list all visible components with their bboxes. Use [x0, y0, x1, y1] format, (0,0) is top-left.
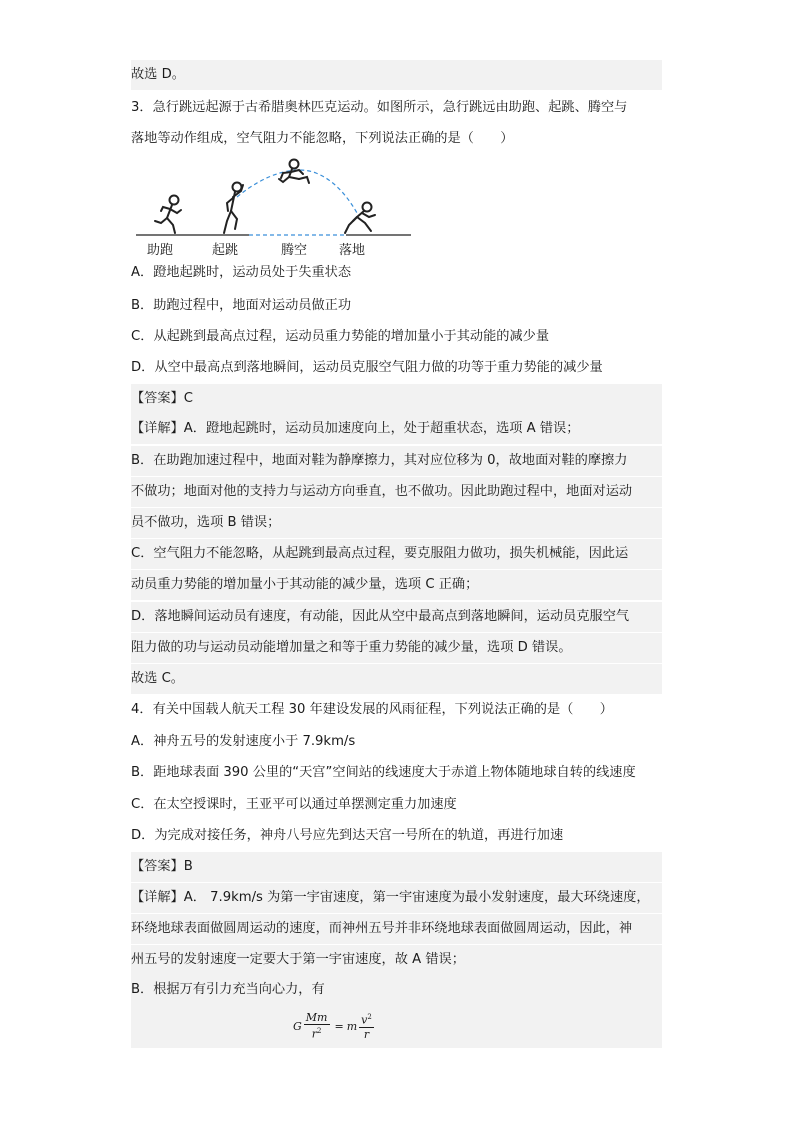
formula-G: G	[293, 1019, 302, 1033]
label-flight: 腾空	[281, 242, 308, 257]
text-line: C．从起跳到最高点过程，运动员重力势能的增加量小于其动能的减少量	[131, 329, 550, 344]
flight-figure	[279, 160, 309, 184]
text-line: 4．有关中国载人航天工程 30 年建设发展的风雨征程，下列说法正确的是（ ）	[131, 702, 613, 717]
text-line: A．神舟五号的发射速度小于 7.9km/s	[131, 734, 356, 749]
label-run: 助跑	[147, 242, 174, 257]
label-landing: 落地	[339, 242, 366, 257]
answer-line: 【答案】B	[131, 852, 662, 882]
landing-figure	[345, 203, 375, 234]
text-line: 员不做功，选项 B 错误；	[131, 508, 662, 538]
formula-rhs-num	[359, 1011, 374, 1028]
explanation-line: 【详解】A． 7.9km/s 为第一宇宙速度，第一宇宙速度为最小发射速度，最大环绕速度，	[131, 883, 662, 913]
text-line: C．空气阻力不能忽略，从起跳到最高点过程，要克服阻力做功，损失机械能，因此运	[131, 539, 662, 569]
text-line: 州五号的发射速度一定要大于第一宇宙速度，故 A 错误；	[131, 945, 662, 975]
formula-lhs-den	[310, 1025, 324, 1041]
trajectory-arc	[237, 170, 357, 213]
text-line: 落地等动作组成，空气阻力不能忽略，下列说法正确的是（ ）	[131, 131, 514, 146]
formula-rhs-fraction	[359, 1011, 374, 1041]
formula-lhs-den-sup: 2	[317, 1027, 322, 1036]
formula-rhs-den: r	[363, 1027, 370, 1041]
formula-m: m	[346, 1019, 358, 1033]
long-jump-figure	[131, 155, 421, 259]
text-line: D．落地瞬间运动员有速度，有动能，因此从空中最高点到落地瞬间，运动员克服空气	[131, 602, 662, 632]
text-line: 故选 C。	[131, 664, 662, 694]
formula-rhs-num-base: v	[361, 1013, 368, 1027]
formula-rhs-num-sup: 2	[367, 1013, 372, 1022]
text-line: B．助跑过程中，地面对运动员做正功	[131, 298, 352, 313]
formula-lhs-num: Mm	[305, 1011, 328, 1025]
text-line: B．在助跑加速过程中，地面对鞋为静摩擦力，其对应位移为 0，故地面对鞋的摩擦力	[131, 446, 662, 476]
text-line: 不做功；地面对他的支持力与运动方向垂直，也不做功。因此助跑过程中，地面对运动	[131, 477, 662, 507]
label-takeoff: 起跳	[212, 242, 239, 257]
takeoff-figure	[224, 183, 243, 234]
text-line: 故选 D。	[131, 60, 662, 90]
answer-line: 【答案】C	[131, 384, 662, 414]
text-line: D．为完成对接任务，神舟八号应先到达天宫一号所在的轨道，再进行加速	[131, 828, 564, 843]
text-line: C．在太空授课时，王亚平可以通过单摆测定重力加速度	[131, 797, 457, 812]
text-line: B．距地球表面 390 公里的“天宫”空间站的线速度大于赤道上物体随地球自转的线速度	[131, 765, 636, 780]
formula-background	[131, 1004, 662, 1048]
gravitation-formula	[293, 1004, 376, 1048]
explanation-line: 【详解】A．蹬地起跳时，运动员加速度向上，处于超重状态，选项 A 错误；	[131, 414, 662, 444]
runner-figure	[155, 196, 181, 234]
text-line: 环绕地球表面做圆周运动的速度，而神州五号并非环绕地球表面做圆周运动，因此，神	[131, 914, 662, 944]
text-line: 3．急行跳远起源于古希腊奥林匹克运动。如图所示，急行跳远由助跑、起跳、腾空与	[131, 100, 628, 115]
long-jump-diagram	[131, 155, 421, 259]
formula-lhs-fraction	[304, 1011, 330, 1041]
text-line: B．根据万有引力充当向心力，有	[131, 975, 662, 1005]
text-line: A．蹬地起跳时，运动员处于失重状态	[131, 265, 352, 280]
formula-lhs-den-base: r	[311, 1027, 318, 1041]
text-line: D．从空中最高点到落地瞬间，运动员克服空气阻力做的功等于重力势能的减少量	[131, 360, 603, 375]
text-line: 阻力做的功与运动员动能增加量之和等于重力势能的减少量，选项 D 错误。	[131, 633, 662, 663]
formula-equals: =	[334, 1019, 344, 1033]
text-line: 动员重力势能的增加量小于其动能的减少量，选项 C 正确；	[131, 570, 662, 600]
